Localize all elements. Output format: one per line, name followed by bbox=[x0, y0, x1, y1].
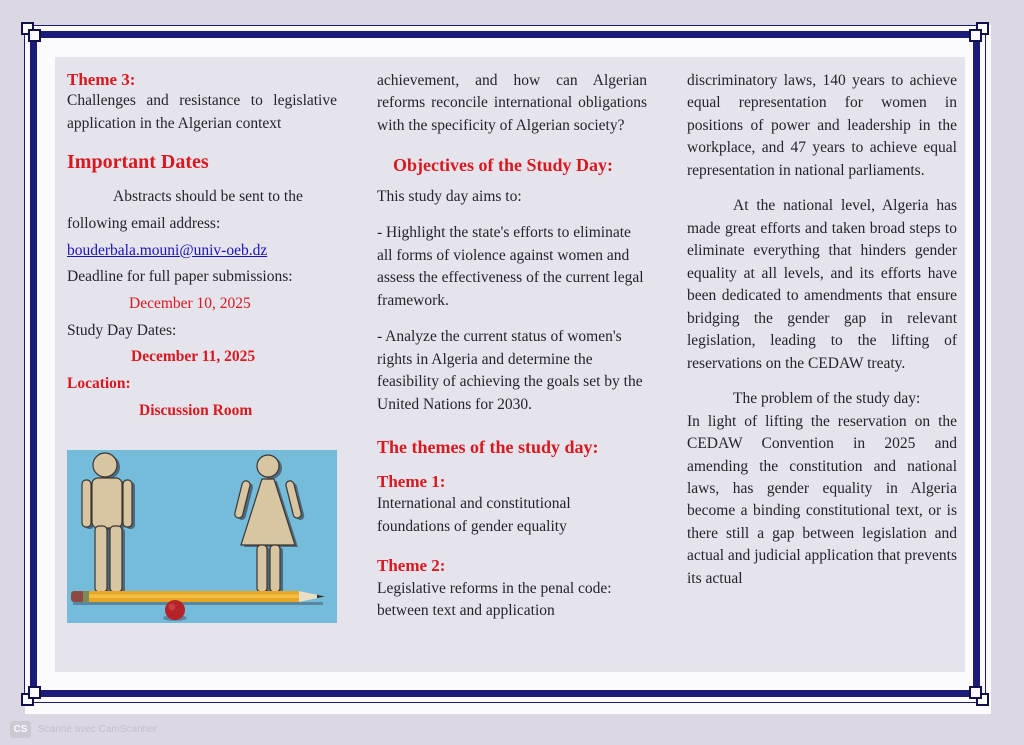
camscanner-text: Scanné avec CamScanner bbox=[38, 724, 157, 735]
deadline-date: December 10, 2025 bbox=[129, 294, 251, 312]
email-link[interactable]: bouderbala.mouni@univ-oeb.dz bbox=[67, 241, 268, 259]
theme3-heading: Theme 3: bbox=[67, 70, 136, 89]
paragraph-2: At the national level, Algeria has made great efforts and taken broad steps to eliminate everything that hinders gender equality at all levels, and its efforts have been dedicated to amendments that ensure bridging the gender gap in relevant legislation, leading to the lifting of reservations on the CEDAW treaty. bbox=[687, 197, 957, 372]
location-label: Location: bbox=[67, 374, 131, 392]
brochure-content bbox=[55, 57, 965, 672]
theme2-heading: Theme 2: bbox=[377, 556, 446, 576]
objective-item-2: - Analyze the current status of women's rights in Algeria and determine the feasibility of achieving the goals set by the United Nations for 2030. bbox=[377, 328, 643, 413]
objectives-heading: Objectives of the Study Day: bbox=[393, 155, 613, 176]
theme3-text: Challenges and resistance to legislative application in the Algerian context bbox=[67, 92, 337, 132]
aims-intro: This study day aims to: bbox=[377, 188, 522, 205]
problem-lead: The problem of the study day: bbox=[733, 390, 921, 408]
themes-heading: The themes of the study day: bbox=[377, 437, 599, 458]
gender-balance-illustration bbox=[67, 450, 337, 623]
theme1-heading: Theme 1: bbox=[377, 471, 446, 491]
objective-item-1: - Highlight the state's efforts to eliminate all forms of violence against women and assess the effectiveness of the current legal framework. bbox=[377, 224, 644, 309]
abstracts-text: Abstracts should be sent to the following email address: bbox=[67, 188, 303, 232]
pencil bbox=[71, 591, 325, 605]
location-value: Discussion Room bbox=[139, 401, 253, 419]
column-3 bbox=[687, 70, 957, 662]
important-dates-heading: Important Dates bbox=[67, 151, 209, 174]
column-2 bbox=[377, 70, 647, 662]
gender-balance-photo bbox=[67, 450, 337, 623]
study-day-label: Study Day Dates: bbox=[67, 321, 177, 339]
camscanner-icon: CS bbox=[10, 721, 31, 738]
dates-block bbox=[67, 184, 337, 424]
theme1-text: International and constitutional foundations of gender equality bbox=[377, 495, 571, 535]
column-1 bbox=[67, 70, 337, 662]
theme2-text: Legislative reforms in the penal code: between text and application bbox=[377, 579, 612, 619]
paragraph-3: In light of lifting the reservation on the CEDAW Convention in 2025 and amending the constitution and national laws, has gender equality in Algeria become a binding constitutional text, or is there still a gap between legislation and actual and judicial application that prevents its actual bbox=[687, 412, 957, 587]
intro-text: achievement, and how can Algerian reforms reconcile international obligations with the specificity of Algerian society? bbox=[377, 72, 647, 134]
camscanner-watermark bbox=[10, 721, 157, 738]
deadline-label: Deadline for full paper submissions: bbox=[67, 268, 293, 286]
study-day-date: December 11, 2025 bbox=[131, 348, 256, 366]
paragraph-1: discriminatory laws, 140 years to achieve equal representation for women in positions of power and leadership in the workplace, and 47 years to achieve equal representation in national parliaments. bbox=[687, 72, 957, 179]
